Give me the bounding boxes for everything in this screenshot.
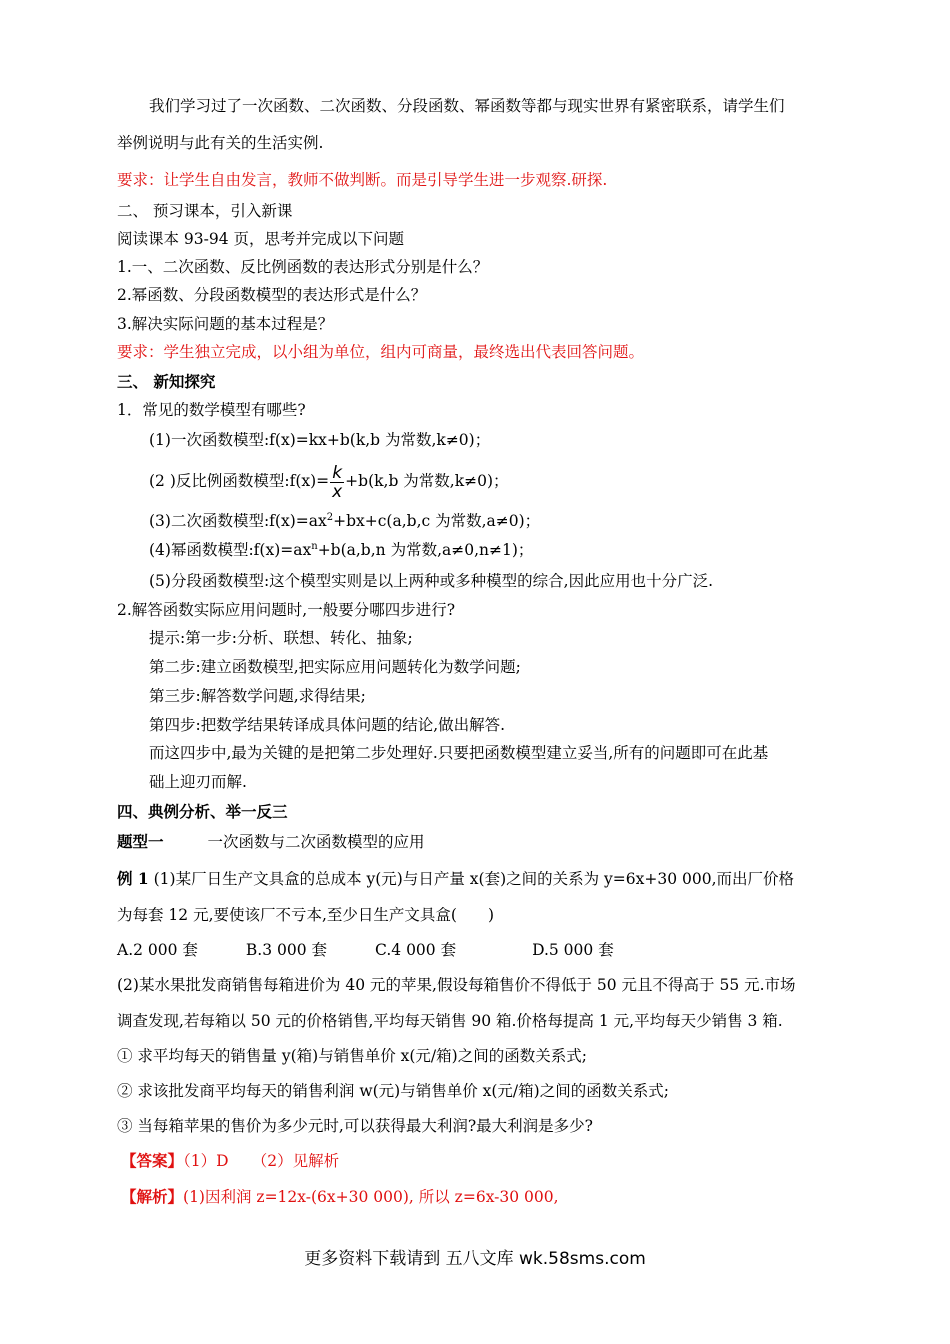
model-quadratic-a: (3)二次函数模型:f(x)=ax <box>149 512 327 530</box>
model-quadratic <box>149 511 540 531</box>
section-2-question-1: 1.一、二次函数、反比例函数的表达形式分别是什么？ <box>117 258 489 276</box>
example-1-text-a: (1)某厂日生产文具盒的总成本 y(元)与日产量 x(套)之间的关系为 y=6x+30 000,而出厂价格 <box>148 870 795 888</box>
sub-question-2: ② 求该批发商平均每天的销售利润 w(元)与销售单价 x(元/箱)之间的函数关系式; <box>117 1082 669 1100</box>
step-4: 第四步:把数学结果转译成具体问题的结论,做出解答. <box>149 716 506 734</box>
exponent-2: 2 <box>326 512 334 523</box>
option-b: B.3 000 套 <box>245 941 328 959</box>
problem-type-title: 一次函数与二次函数模型的应用 <box>207 833 425 851</box>
example-1-line-2: 为每套 12 元,要使该厂不亏本,至少日生产文具盒( ) <box>117 906 495 924</box>
footer-download-link[interactable]: 更多资料下载请到 五八文库 wk.58sms.com <box>304 1249 646 1269</box>
section-3-question-1: 1．常见的数学模型有哪些? <box>117 401 306 419</box>
step-3: 第三步:解答数学问题,求得结果; <box>149 687 366 705</box>
example-2-line-2: 调查发现,若每箱以 50 元的价格销售,平均每天销售 90 箱.价格每提高 1 元,平均每天少销售 3 箱. <box>117 1012 783 1030</box>
example-1-line-1 <box>117 869 794 889</box>
step-2: 第二步:建立函数模型,把实际应用问题转化为数学问题; <box>149 658 521 676</box>
option-d: D.5 000 套 <box>532 941 614 959</box>
section-2-question-3: 3.解决实际问题的基本过程是？ <box>117 315 334 333</box>
solution-line <box>121 1187 559 1207</box>
example-label: 例 1 <box>117 869 149 888</box>
section-3-question-2: 2.解答函数实际应用问题时,一般要分哪四步进行? <box>117 601 456 619</box>
exponent-n: n <box>311 541 318 552</box>
model-linear: (1)一次函数模型:f(x)=kx+b(k,b 为常数,k≠0)； <box>149 431 491 449</box>
step-1: 提示:第一步:分析、联想、转化、抽象; <box>149 629 413 647</box>
section-2-read: 阅读课本 93-94 页，思考并完成以下问题 <box>117 230 405 248</box>
section-3-heading: 三、 新知探究 <box>117 372 216 391</box>
option-a: A.2 000 套 <box>117 941 198 959</box>
model-inverse <box>149 462 509 501</box>
problem-type-1 <box>117 832 425 852</box>
fraction-numerator: k <box>332 462 343 483</box>
sub-question-1: ① 求平均每天的销售量 y(箱)与销售单价 x(元/箱)之间的函数关系式; <box>117 1047 587 1065</box>
model-power-b: +b(a,b,n 为常数,a≠0,n≠1)； <box>317 541 534 559</box>
sub-question-3: ③ 当每箱苹果的售价为多少元时,可以获得最大利润?最大利润是多少? <box>117 1117 593 1135</box>
section-2-requirement: 要求：学生独立完成，以小组为单位，组内可商量，最终选出代表回答问题。 <box>117 343 645 361</box>
section-2-question-2: 2.幂函数、分段函数模型的表达形式是什么？ <box>117 286 427 304</box>
section-4-heading: 四、典例分析、举一反三 <box>117 802 288 821</box>
model-power <box>149 540 533 560</box>
intro-line-1: 我们学习过了一次函数、二次函数、分段函数、幂函数等都与现实世界有紧密联系，请学生们 <box>149 97 785 115</box>
key-step-line-2: 础上迎刃而解. <box>149 773 247 791</box>
solution-label: 【解析】 <box>121 1187 184 1206</box>
example-2-line-1: (2)某水果批发商销售每箱进价为 40 元的苹果,假设每箱售价不得低于 50 元且不得高于 55 元.市场 <box>117 976 796 994</box>
model-quadratic-b: +bx+c(a,b,c 为常数,a≠0)； <box>333 512 541 530</box>
intro-line-2: 举例说明与此有关的生活实例. <box>117 134 324 152</box>
fraction-k-over-x <box>330 464 344 501</box>
answer-text: （1）D （2）见解析 <box>183 1152 340 1170</box>
model-power-a: (4)幂函数模型:f(x)=ax <box>149 541 312 559</box>
option-c: C.4 000 套 <box>375 941 457 959</box>
options-row <box>117 940 614 960</box>
model-piecewise: (5)分段函数模型:这个模型实则是以上两种或多种模型的综合,因此应用也十分广泛. <box>149 572 714 590</box>
model-inverse-prefix: (2 )反比例函数模型:f(x)= <box>149 472 330 490</box>
solution-text: (1)因利润 z=12x-(6x+30 000), 所以 z=6x-30 000, <box>183 1188 559 1206</box>
fraction-denominator: x <box>332 481 343 502</box>
answer-line <box>121 1151 339 1171</box>
answer-label: 【答案】 <box>121 1151 184 1170</box>
problem-type-label: 题型一 <box>117 832 164 851</box>
intro-requirement: 要求：让学生自由发言，教师不做判断。而是引导学生进一步观察.研探. <box>117 171 608 189</box>
model-inverse-suffix: +b(k,b 为常数,k≠0)； <box>345 472 509 490</box>
key-step-line-1: 而这四步中,最为关键的是把第二步处理好.只要把函数模型建立妥当,所有的问题即可在此基 <box>149 744 769 762</box>
section-2-heading: 二、 预习课本，引入新课 <box>117 202 293 220</box>
